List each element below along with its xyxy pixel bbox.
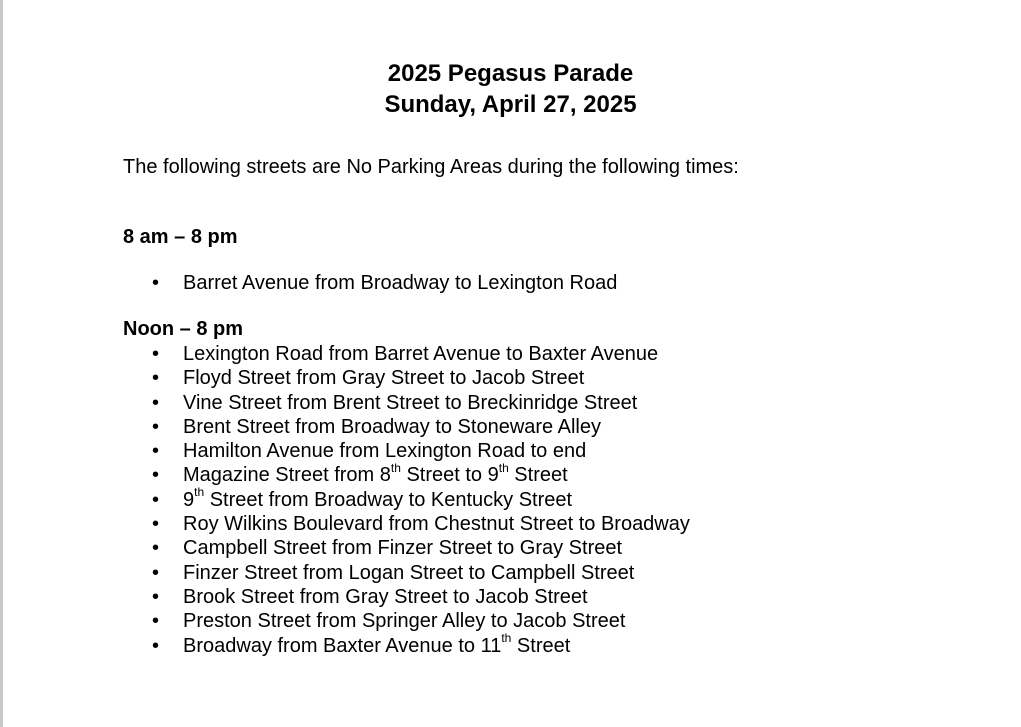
street-item-text bbox=[183, 460, 568, 487]
bullet-icon: • bbox=[152, 440, 160, 463]
street-item-text: Preston Street from Springer Alley to Jacob Street bbox=[183, 610, 626, 633]
street-item-text bbox=[183, 630, 571, 658]
bullet-icon: • bbox=[152, 391, 160, 414]
bullet-icon: • bbox=[152, 464, 160, 487]
ordinal-suffix: th bbox=[390, 460, 401, 475]
street-text-part: Street bbox=[508, 464, 568, 487]
street-item-text: Finzer Street from Logan Street to Campbell Street bbox=[183, 561, 635, 584]
street-item-text: Barret Avenue from Broadway to Lexington Road bbox=[183, 272, 618, 294]
section-heading-noon: Noon – 8 pm bbox=[123, 318, 244, 340]
bullet-icon: • bbox=[152, 343, 160, 365]
bullet-icon: • bbox=[152, 415, 160, 438]
street-item-text: Lexington Road from Barret Avenue to Baxter Avenue bbox=[183, 343, 659, 365]
bullet-icon: • bbox=[152, 513, 160, 536]
street-item-text: Vine Street from Brent Street to Breckinridge Street bbox=[183, 391, 638, 414]
street-item-text: Campbell Street from Finzer Street to Gray Street bbox=[183, 537, 623, 560]
intro-text: The following streets are No Parking Areas during the following times: bbox=[123, 156, 739, 178]
document-title: 2025 Pegasus Parade bbox=[387, 60, 634, 87]
street-item-text: Floyd Street from Gray Street to Jacob Street bbox=[183, 367, 585, 390]
street-item-text: Hamilton Avenue from Lexington Road to end bbox=[183, 440, 587, 463]
bullet-icon: • bbox=[152, 634, 160, 657]
street-text-part: Street bbox=[511, 634, 571, 657]
street-text-part: Street to 9 bbox=[400, 464, 499, 487]
street-item-text: Roy Wilkins Boulevard from Chestnut Street to Broadway bbox=[183, 513, 690, 536]
street-text-part: Street from Broadway to Kentucky Street bbox=[204, 488, 573, 511]
bullet-icon: • bbox=[152, 610, 160, 633]
document-date: Sunday, April 27, 2025 bbox=[384, 91, 637, 118]
bullet-icon: • bbox=[152, 585, 160, 608]
ordinal-suffix: th bbox=[501, 630, 512, 645]
bullet-icon: • bbox=[152, 488, 160, 511]
section-heading-8am: 8 am – 8 pm bbox=[123, 226, 238, 248]
bullet-icon: • bbox=[152, 561, 160, 584]
street-item-text: Brent Street from Broadway to Stoneware Alley bbox=[183, 415, 601, 438]
street-text-part: 9 bbox=[183, 488, 195, 511]
street-item-text: Brook Street from Gray Street to Jacob Street bbox=[183, 585, 588, 608]
bullet-icon: • bbox=[152, 537, 160, 560]
bullet-icon: • bbox=[152, 367, 160, 390]
ordinal-suffix: th bbox=[194, 485, 205, 500]
bullet-icon: • bbox=[152, 272, 160, 294]
street-text-part: Magazine Street from 8 bbox=[183, 464, 391, 487]
ordinal-suffix: th bbox=[498, 460, 509, 475]
street-item-text bbox=[183, 485, 573, 512]
street-text-part: Broadway from Baxter Avenue to 11 bbox=[183, 634, 502, 657]
